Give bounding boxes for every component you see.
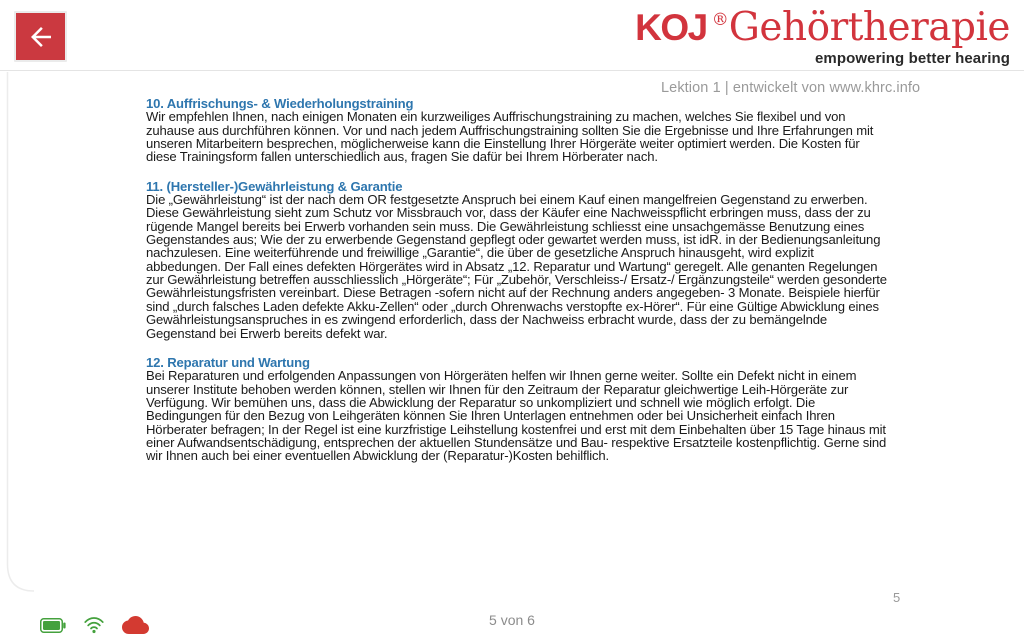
section-11 (146, 180, 889, 340)
cloud-icon (122, 616, 149, 634)
logo-tagline: empowering better hearing (814, 50, 1010, 67)
section-10 (146, 97, 889, 164)
page-edge-line (0, 72, 44, 606)
logo-brand-text: Gehörtherapie (728, 5, 1010, 50)
status-bar (40, 614, 149, 636)
logo-wordmark (635, 7, 1010, 49)
logo-koj-text: KOJ (635, 7, 707, 48)
battery-icon (40, 618, 66, 633)
wifi-icon (84, 616, 104, 634)
section-heading: 11. (Hersteller-)Gewährleistung & Garantie (146, 178, 403, 194)
pagination-label: 5 von 6 (489, 612, 535, 628)
document-page-number: 5 (893, 590, 901, 605)
brand-logo (635, 7, 1010, 67)
registered-trademark-symbol: ® (711, 10, 729, 30)
document-page (146, 97, 889, 463)
section-body: Wir empfehlen Ihnen, nach einigen Monaten ein kurzweiliges Auffrischungstraining zu machen, welches Sie flexibel und von zuhause aus durchführen können. Vor und nach jedem Auffrischungstraining sollten Sie die Ergebnisse und Ihre Erfahrungen mit unseren Mitarbeitern besprechen, möglicherweise kann die Einstellung Ihrer Hörgeräte weiter optimiert werden. Die Kosten für diese Trainingsform fallen unterschiedlich aus, fragen Sie dafür bei Ihrem Hörberater nach. (146, 109, 874, 165)
lesson-info-text: Lektion 1 | entwickelt von www.khrc.info (661, 80, 921, 96)
section-12 (146, 356, 889, 463)
back-arrow-icon (26, 22, 56, 52)
back-button[interactable] (14, 11, 67, 62)
header-bar (0, 0, 1024, 71)
section-heading: 10. Auffrischungs- & Wiederholungstraining (146, 96, 414, 111)
section-body: Bei Reparaturen und erfolgenden Anpassungen von Hörgeräten helfen wir Ihnen gerne weiter. Sollte ein Defekt nicht in einem unserer Institute behoben werden können, stellen wir Ihnen für den Zeitraum der Reparatur gleichwertige Leih-Hörgeräte zur Verfügung. Wir bemühen uns, dass die Abwicklung der Reparatur so unkompliziert und schnell wie möglich erfolgt. Die Bedingungen für den Bezug von Leihgeräten können Sie Ihren Unterlagen entnehmen oder bei Unsicherheit einfach Ihren Hörberater befragen; In der Regel ist eine kurzfristige Leihstellung kostenfrei und erst mit dem Einbehalten über 15 Tage hinaus mit einer Aufwandsentschädigung, entsprechen der aktuellen Stundensätze und Bau- respektive Ersatzteile kostenpflichtig. Gerne sind wir Ihnen auch bei einer eventuellen Abwicklung der (Reparatur-)Kosten behilflich. (146, 368, 887, 464)
section-heading: 12. Reparatur und Wartung (146, 354, 310, 370)
section-body: Die „Gewährleistung“ ist der nach dem OR festgesetzte Anspruch bei einem Kauf einen mangelfreien Gegenstand zu erwerben. Diese Gewährleistung sieht zum Schutz vor Missbrauch vor, dass der Käufer eine Nachweisspflicht erbringen muss, dass der zu rügende Mangel bereits bei Erwerb vorhanden sein muss. Die Gewährleistung schliesst eine unsachgemässe Benutzung eines Gegenstandes aus; Wie der zu erwerbende Gegenstand gepflegt oder gewartet werden muss, ist idR. in der Bedienungsanleitung nachzulesen. Eine weiterführende und freiwillige „Garantie“, die über de gesetzliche Anspruch hinausgeht, wird explizit abbedungen. Der Fall eines defekten Hörgerätes wird in Absatz „12. Reparatur und Wartung“ geregelt. Alle genanten Regelungen zur Gewährleistung betreffen ausschliesslich „Hörgeräte“; Für „Zubehör, Verschleiss-/ Ersatz-/ Ergänzungsteile“ werden gesonderte Gewährleistungsfristen vereinbart. Diese Betragen -sofern nicht auf der Rechnung anders angegeben- 3 Monate. Beispiele hierfür sind „durch falsches Laden defekte Akku-Zellen“ oder „durch Ohrenwachs verstopfte ex-Hörer“. Für eine Gültige Abwicklung eines Gewährleistungsanspruches in es zwingend erforderlich, dass der Nachweiss erbracht wurde, dass der zu bemängelnde Gegenstand bei Erwerb bereits defekt war. (146, 192, 887, 341)
